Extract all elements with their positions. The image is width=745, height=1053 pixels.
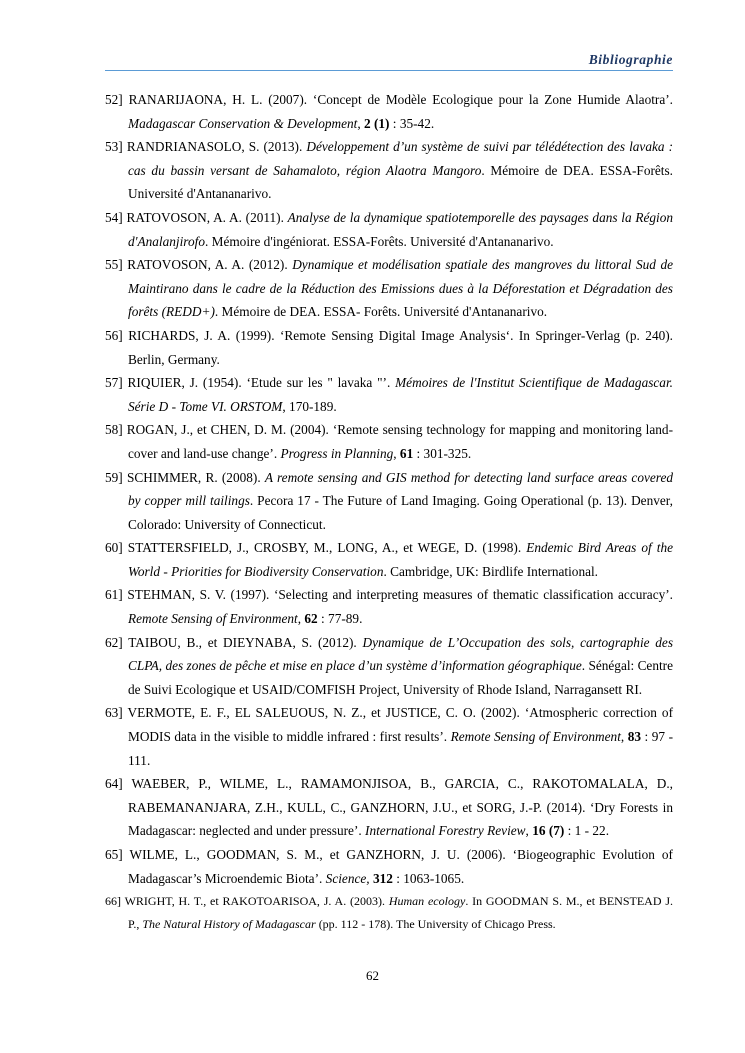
reference-text: : 97 - 111.: [128, 729, 673, 768]
reference-number: 55]: [105, 257, 123, 273]
reference-italic-text: Madagascar Conservation & Development: [128, 115, 358, 131]
reference-bold-text: 61: [399, 445, 414, 461]
reference-entry: [105, 890, 673, 936]
reference-bold-text: 312: [372, 870, 393, 886]
reference-text: : 35-42.: [389, 115, 435, 131]
reference-italic-text: Remote Sensing of Environment: [450, 729, 621, 745]
reference-italic-text: A remote sensing and GIS method for detecting land surface areas covered by copper mill tailings: [128, 469, 673, 509]
reference-text: RANDRIANASOLO, S. (2013).: [126, 139, 307, 155]
reference-text: VERMOTE, E. F., EL SALEUOUS, N. Z., et JUSTICE, C. O. (2002). ‘Atmospheric correction of MODIS data in the visible to middle infrared : first results’.: [127, 705, 673, 745]
reference-number: 59]: [105, 469, 123, 485]
reference-number: 60]: [105, 540, 123, 556]
reference-italic-text: Dynamique de L’Occupation des sols, cartographie des CLPA, des zones de pêche et mise en place d’un système d’information géographique: [128, 634, 673, 674]
reference-entry: [105, 371, 673, 418]
reference-text: ,: [297, 611, 305, 627]
reference-number: 66]: [105, 894, 121, 909]
reference-entry: [105, 466, 673, 537]
bibliography-list: [105, 88, 673, 936]
reference-entry: [105, 88, 673, 135]
reference-bold-text: 62: [304, 611, 318, 627]
reference-number: 56]: [105, 327, 123, 343]
reference-italic-text: The Natural History of Madagascar: [142, 917, 316, 932]
reference-italic-text: Human ecology: [388, 894, 466, 909]
reference-italic-text: International Forestry Review: [365, 823, 526, 839]
reference-text: ,: [620, 729, 628, 745]
reference-text: TAIBOU, B., et DIEYNABA, S. (2012).: [128, 634, 363, 650]
reference-text: RICHARDS, J. A. (1999). ‘Remote Sensing Digital Image Analysis‘. In Springer-Verlag (p. 240). Berlin, Germany.: [128, 327, 674, 367]
reference-text: ,: [393, 445, 400, 461]
reference-italic-text: Analyse de la dynamique spatiotemporelle des paysages dans la Région d'Analanjirofo: [128, 209, 673, 249]
reference-entry: [105, 701, 673, 772]
reference-text: ,: [357, 115, 364, 131]
reference-text: . In GOODMAN S. M., et BENSTEAD J. P.,: [128, 894, 673, 932]
reference-text: . Mémoire d'ingéniorat. ESSA-Forêts. Université d'Antananarivo.: [204, 233, 554, 249]
reference-text: . Mémoire de DEA. ESSA-Forêts. Université d'Antananarivo.: [128, 162, 673, 202]
reference-text: RANARIJAONA, H. L. (2007). ‘Concept de Modèle Ecologique pour la Zone Humide Alaotra’.: [128, 92, 673, 107]
reference-text: WAEBER, P., WILME, L., RAMAMONJISOA, B., GARCIA, C., RAKOTOMALALA, D., RABEMANANJARA, Z.H., KULL, C., GANZHORN, J.U., et SORG, J.-P. (2014). ‘Dry Forests in Madagascar: neglected and under pressure’.: [128, 776, 673, 839]
reference-text: RIQUIER, J. (1954). ‘Etude sur les " lavaka "’.: [127, 375, 396, 391]
reference-text: . Cambridge, UK: Birdlife International.: [383, 563, 599, 579]
reference-text: : 301-325.: [413, 445, 472, 461]
reference-entry: [105, 206, 673, 253]
reference-number: 61]: [105, 587, 123, 603]
reference-text: : 1063-1065.: [392, 870, 465, 886]
reference-entry: [105, 843, 673, 890]
page-number: 62: [366, 968, 379, 983]
reference-text: STATTERSFIELD, J., CROSBY, M., LONG, A., et WEGE, D. (1998).: [127, 540, 527, 556]
reference-number: 65]: [105, 847, 123, 862]
reference-italic-text: Mémoires de l'Institut Scientifique de Madagascar. Série D - Tome VI. ORSTOM: [128, 375, 673, 414]
reference-text: : 77-89.: [317, 611, 363, 627]
reference-italic-text: Développement d’un système de suivi par télédétection des lavaka : cas du bassin versant de Sahamaloto, région Alaotra Mangoro: [128, 139, 674, 178]
reference-text: . Pecora 17 - The Future of Land Imaging. Going Operational (p. 13). Denver, Colorado: University of Connecticut.: [128, 493, 673, 532]
reference-number: 58]: [105, 422, 123, 438]
reference-text: (pp. 112 - 178). The University of Chicago Press.: [315, 917, 556, 932]
reference-italic-text: Progress in Planning: [280, 445, 394, 461]
reference-text: , 170-189.: [282, 398, 337, 414]
reference-italic-text: Dynamique et modélisation spatiale des mangroves du littoral Sud de Maintirano dans le cadre de la Réduction des Emissions dues à la Déforestation et Dégradation des forêts (REDD+): [128, 257, 673, 320]
reference-text: : 1 - 22.: [564, 823, 610, 839]
reference-text: . Sénégal: Centre de Suivi Ecologique et USAID/COMFISH Project, University of Rhode Island, Narragansett RI.: [128, 658, 674, 697]
reference-text: STEHMAN, S. V. (1997). ‘Selecting and interpreting measures of thematic classification accuracy’.: [127, 587, 674, 603]
running-header-title: Bibliographie: [588, 52, 673, 67]
header-rule: [105, 70, 673, 71]
reference-italic-text: Remote Sensing of Environment: [128, 611, 298, 627]
reference-text: ,: [525, 823, 533, 839]
reference-italic-text: Endemic Bird Areas of the World - Priorities for Biodiversity Conservation: [128, 540, 674, 579]
reference-entry: [105, 772, 673, 843]
reference-bold-text: 83: [627, 729, 642, 745]
reference-bold-text: 16 (7): [532, 823, 565, 839]
reference-entry: [105, 583, 673, 630]
reference-entry: [105, 631, 673, 702]
reference-text: RATOVOSON, A. A. (2011).: [126, 209, 288, 225]
reference-text: ROGAN, J., et CHEN, D. M. (2004). ‘Remote sensing technology for mapping and monitoring land-cover and land-use change’.: [126, 422, 673, 461]
reference-text: SCHIMMER, R. (2008).: [126, 469, 265, 485]
reference-number: 63]: [105, 705, 123, 721]
reference-number: 57]: [105, 375, 123, 391]
reference-entry: [105, 135, 673, 206]
reference-number: 64]: [105, 776, 123, 792]
reference-bold-text: 2 (1): [364, 115, 390, 131]
reference-entry: [105, 418, 673, 465]
reference-entry: [105, 324, 673, 371]
reference-text: . Mémoire de DEA. ESSA- Forêts. Université d'Antananarivo.: [214, 304, 548, 320]
reference-number: 54]: [105, 209, 123, 225]
reference-number: 52]: [105, 92, 123, 107]
reference-number: 62]: [105, 634, 123, 650]
reference-italic-text: Science,: [325, 870, 370, 886]
reference-text: RATOVOSON, A. A. (2012).: [127, 257, 293, 273]
reference-entry: [105, 536, 673, 583]
reference-text: WRIGHT, H. T., et RAKOTOARISOA, J. A. (2003).: [124, 894, 389, 909]
reference-number: 53]: [105, 139, 123, 155]
reference-entry: [105, 253, 673, 324]
reference-text: WILME, L., GOODMAN, S. M., et GANZHORN, J. U. (2006). ‘Biogeographic Evolution of Madagascar’s Microendemic Biota’.: [128, 847, 673, 886]
